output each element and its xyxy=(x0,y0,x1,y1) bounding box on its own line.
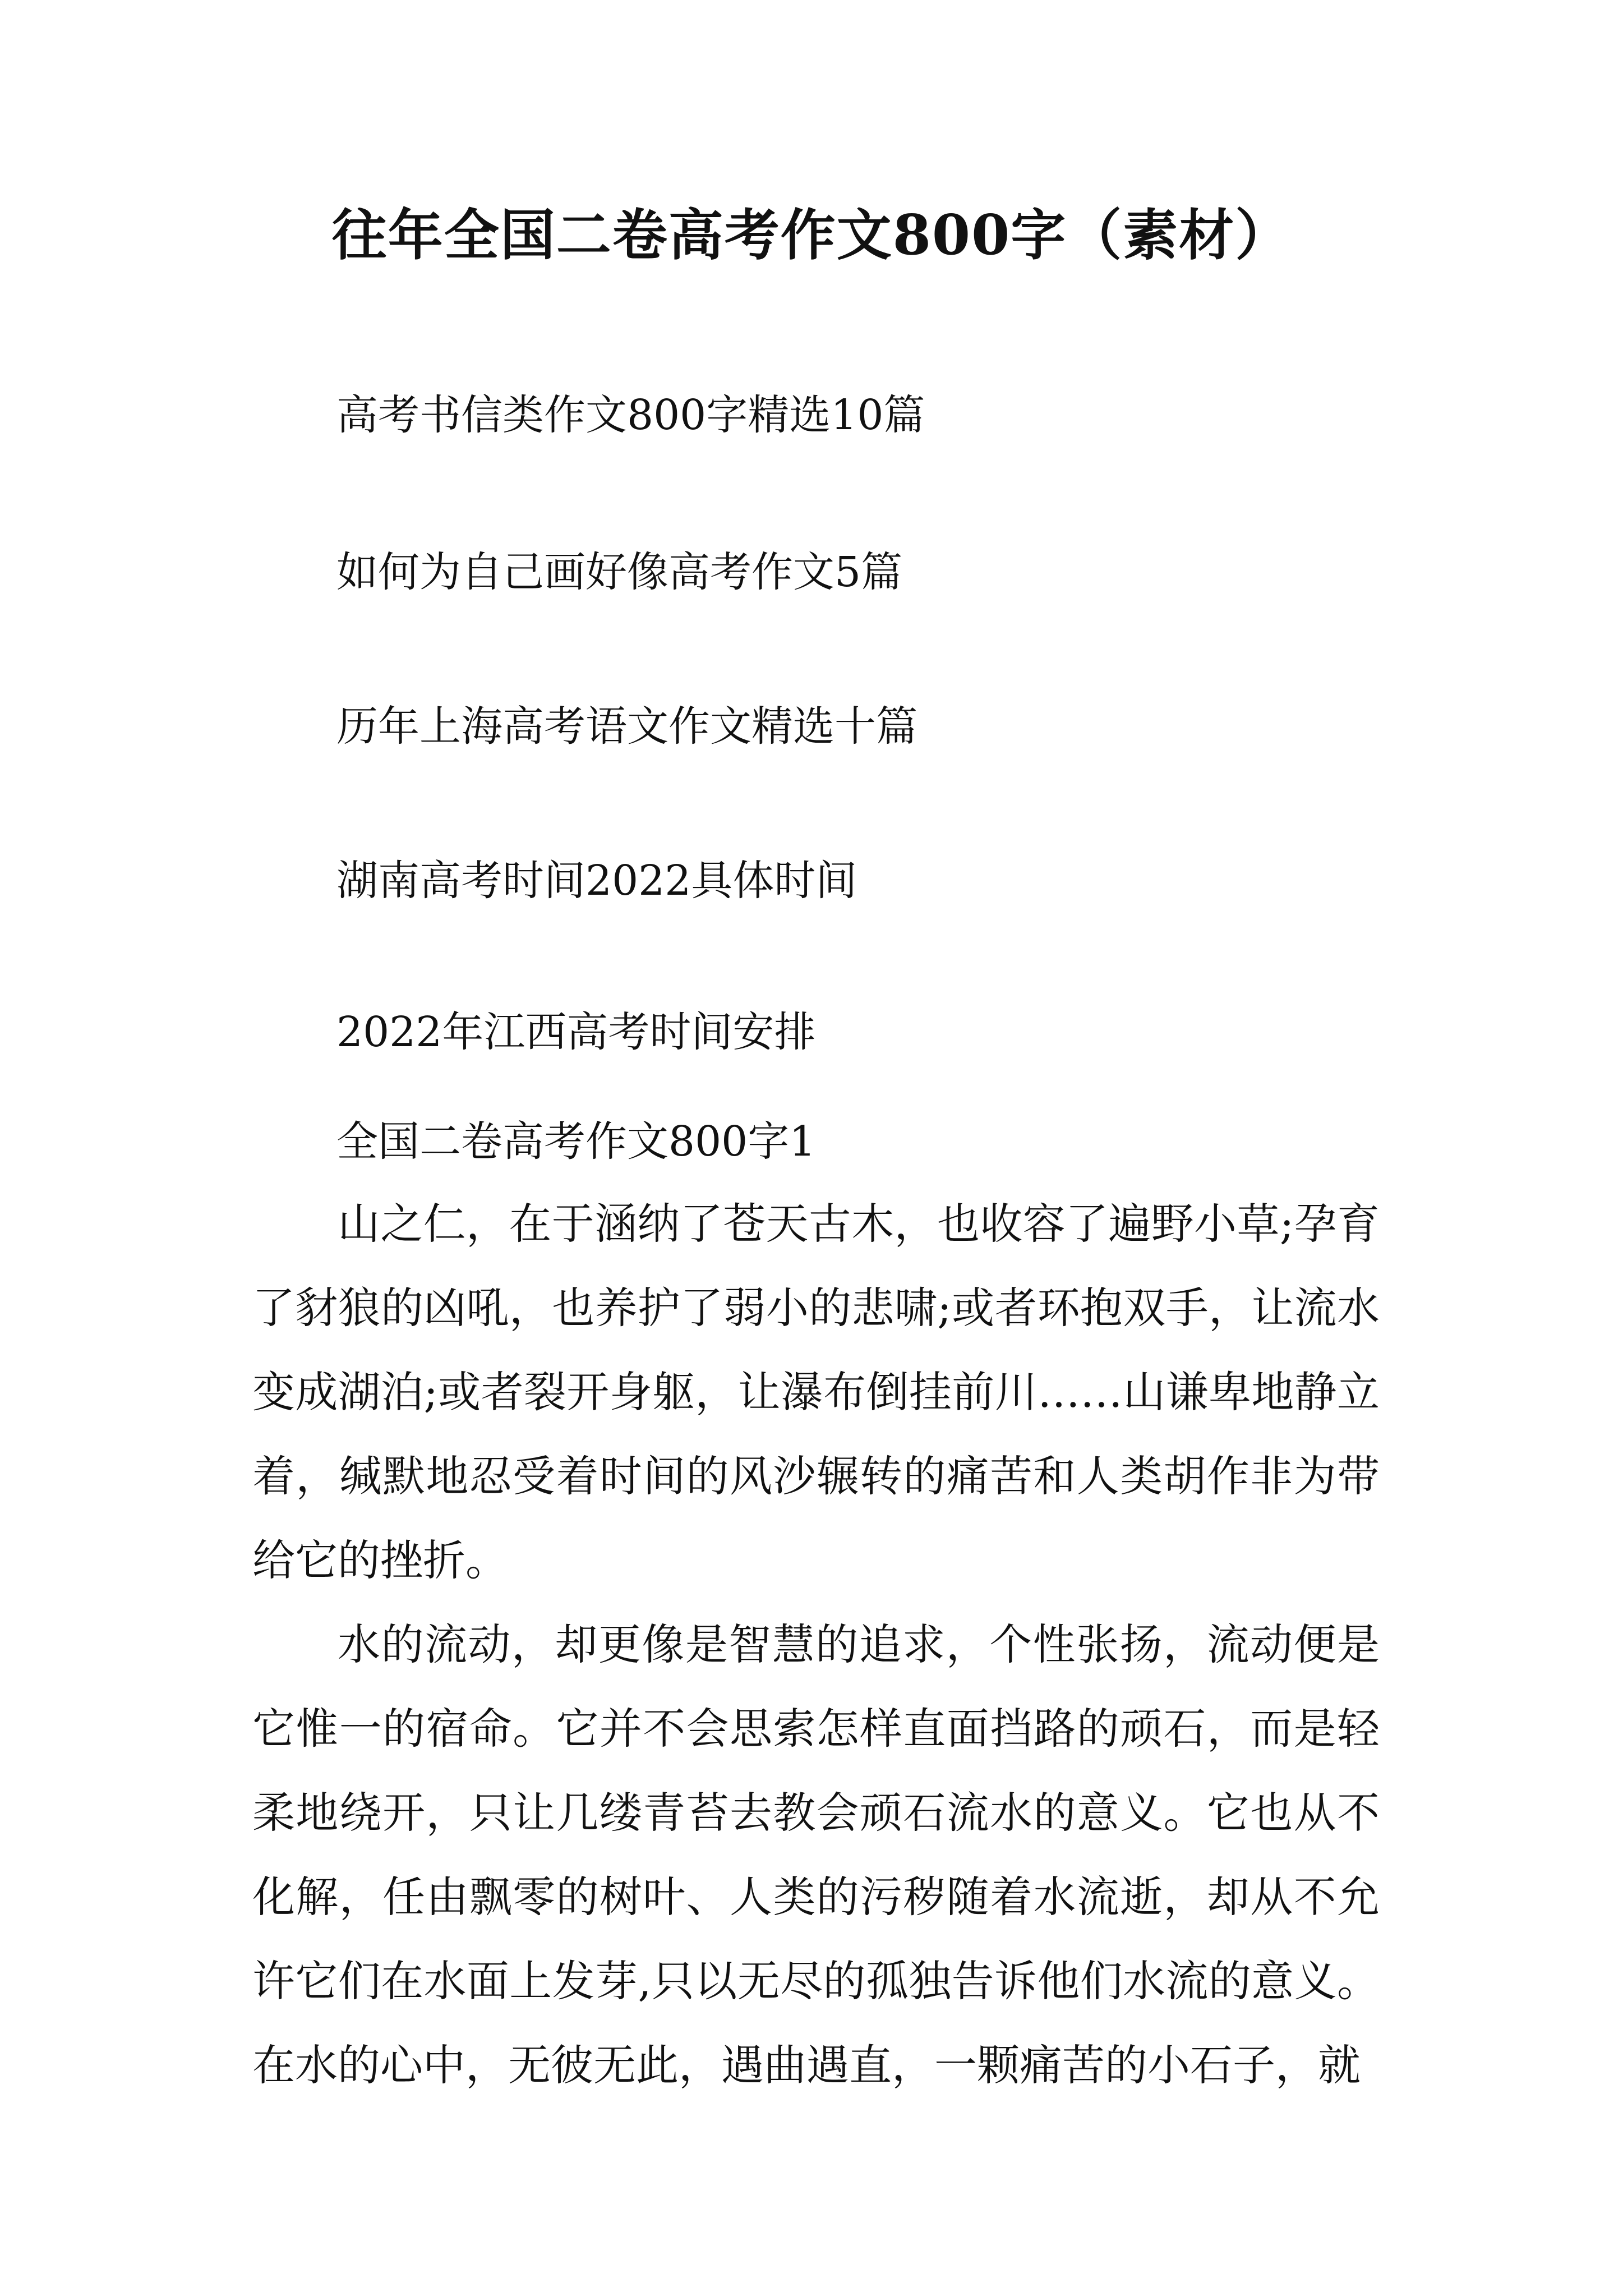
body-paragraph: 水的流动，却更像是智慧的追求，个性张扬，流动便是它惟一的宿命。它并不会思索怎样直面挡路的顽石，而是轻柔地绕开，只让几缕青苔去教会顽石流水的意义。它也从不化解，任由飘零的树叶、人类的污秽随着水流逝，却从不允许它们在水面上发芽,只以无尽的孤独告诉他们水流的意义。在水的心中，无彼无此，遇曲遇直，一颗痛苦的小石子，就 xyxy=(252,1619,1380,2090)
related-link-item[interactable]: 如何为自己画好像高考作文5篇 xyxy=(336,548,903,596)
related-link-item[interactable]: 2022年江西高考时间安排 xyxy=(336,1008,816,1056)
document-title: 往年全国二卷高考作文800字（素材） xyxy=(331,203,1292,268)
related-link-item[interactable]: 高考书信类作文800字精选10篇 xyxy=(336,391,925,439)
section-heading: 全国二卷高考作文800字1 xyxy=(336,1117,816,1166)
related-link-item[interactable]: 湖南高考时间2022具体时间 xyxy=(336,857,857,905)
body-paragraph: 山之仁，在于涵纳了苍天古木，也收容了遍野小草;孕育了豺狼的凶吼，也养护了弱小的悲啸;或者环抱双手，让流水变成湖泊;或者裂开身躯，让瀑布倒挂前川……山谦卑地静立着，缄默地忍受着时间的风沙辗转的痛苦和人类胡作非为带给它的挫折。 xyxy=(252,1199,1380,1585)
related-link-item[interactable]: 历年上海高考语文作文精选十篇 xyxy=(336,702,917,751)
